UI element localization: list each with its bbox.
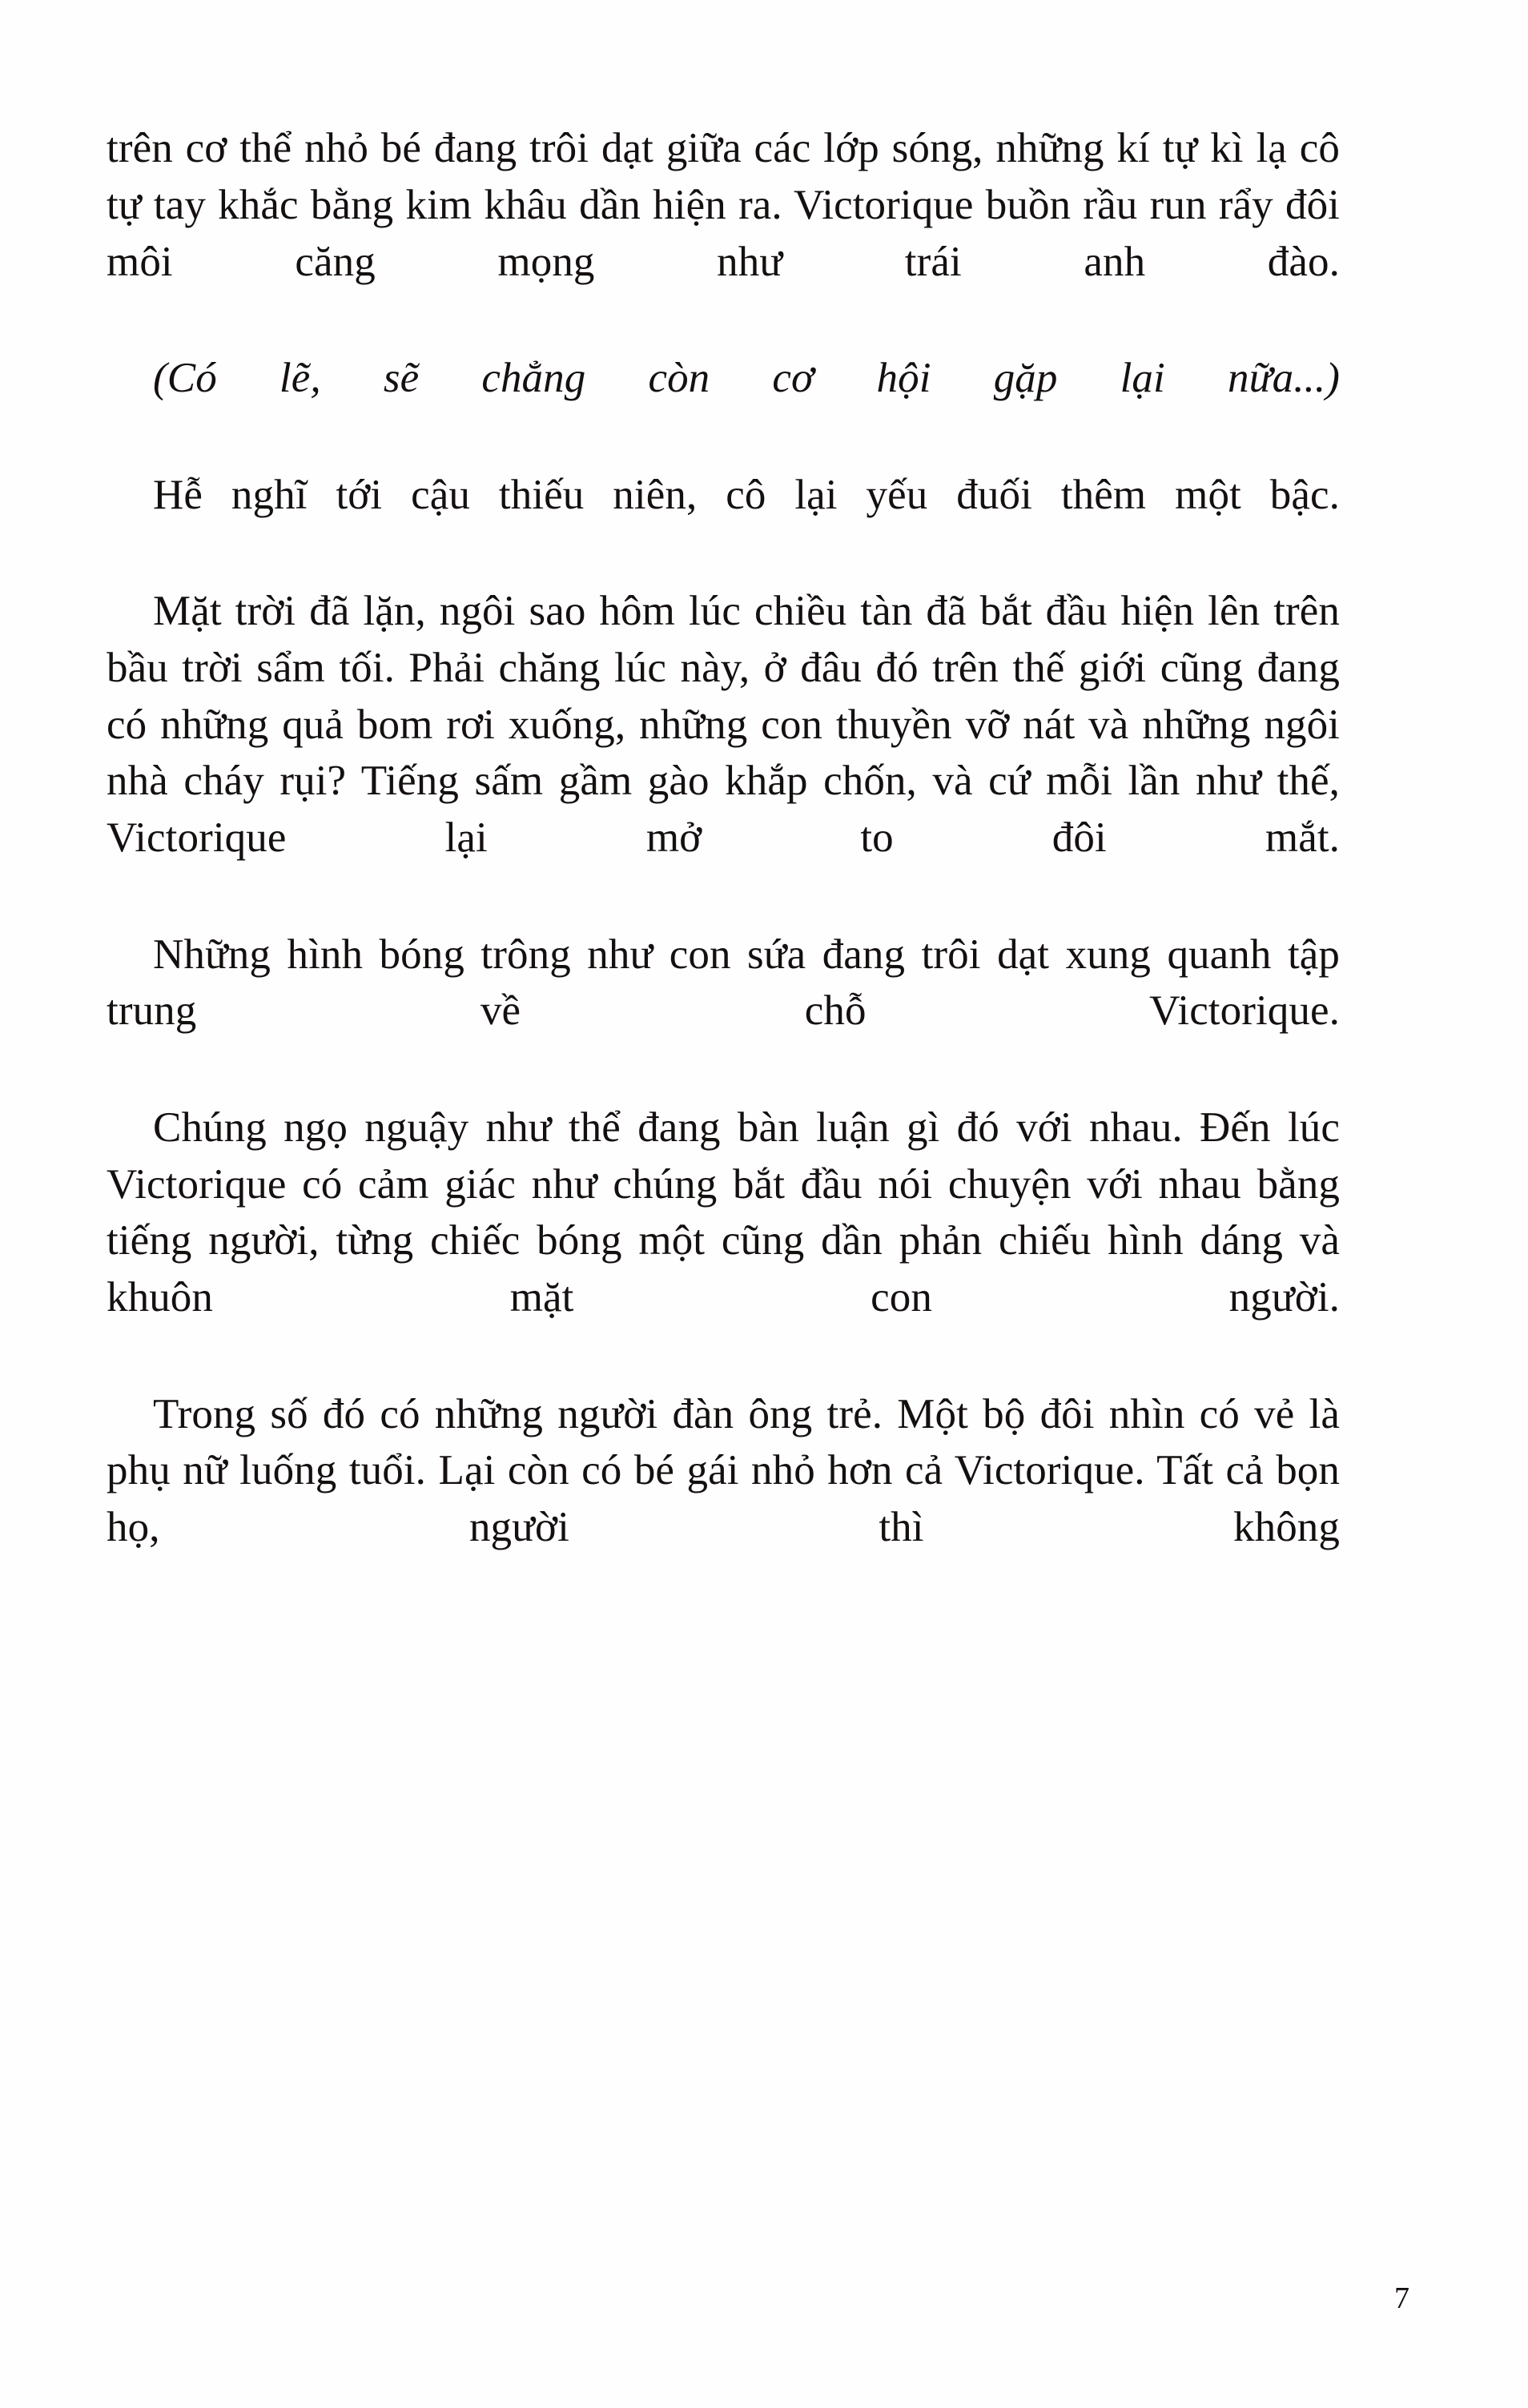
paragraph-continuation: trên cơ thể nhỏ bé đang trôi dạt giữa các lớp sóng, những kí tự kì lạ cô tự tay khắc bằng kim khâu dần hiện ra. Victorique buồn rầu run rẩy đôi môi căng mọng như trái anh đào. — [107, 125, 1340, 285]
body-text-column — [107, 120, 1340, 1616]
paragraph-body-3: Những hình bóng trông như con sứa đang trôi dạt xung quanh tập trung về chỗ Victorique. — [107, 931, 1340, 1035]
paragraph-body-1: Hễ nghĩ tới cậu thiếu niên, cô lại yếu đuối thêm một bậc. — [153, 471, 1340, 518]
paragraph-body-2: Mặt trời đã lặn, ngôi sao hôm lúc chiều tàn đã bắt đầu hiện lên trên bầu trời sẩm tối. Phải chăng lúc này, ở đâu đó trên thế giới cũng đang có những quả bom rơi xuống, những con thuyền vỡ nát và những ngôi nhà cháy rụi? Tiếng sấm gầm gào khắp chốn, và cứ mỗi lần như thế, Victorique lại mở to đôi mắt. — [107, 588, 1340, 861]
paragraph-body-4: Chúng ngọ nguậy như thể đang bàn luận gì đó với nhau. Đến lúc Victorique có cảm giác như chúng bắt đầu nói chuyện với nhau bằng tiếng người, từng chiếc bóng một cũng dần phản chiếu hình dáng và khuôn mặt con người. — [107, 1103, 1340, 1321]
paragraph-body-5: Trong số đó có những người đàn ông trẻ. Một bộ đôi nhìn có vẻ là phụ nữ luống tuổi. Lại còn có bé gái nhỏ hơn cả Victorique. Tất cả bọn họ, người thì không — [107, 1390, 1340, 1550]
paragraph-inner-monologue: (Có lẽ, sẽ chẳng còn cơ hội gặp lại nữa...) — [153, 355, 1340, 401]
page-number: 7 — [1394, 2281, 1409, 2315]
